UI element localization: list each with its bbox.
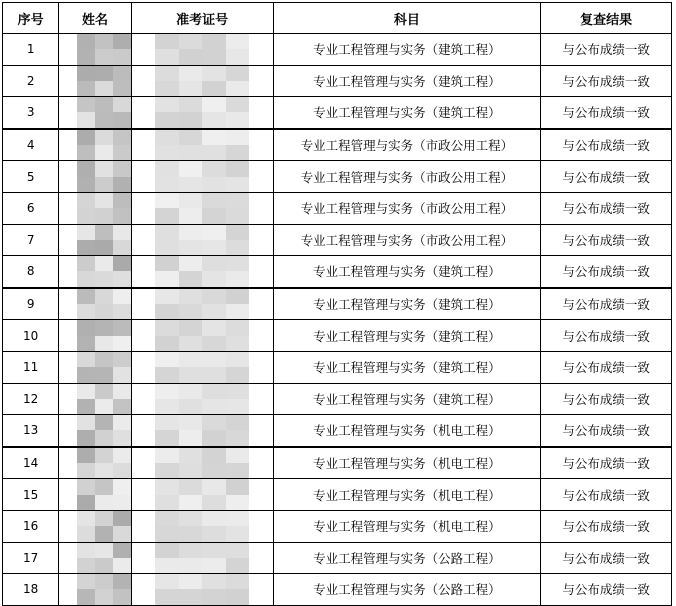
- cell-name-redacted: [59, 574, 131, 606]
- cell-name-redacted: [59, 510, 131, 542]
- cell-name-redacted: [59, 542, 131, 574]
- cell-result: 与公布成绩一致: [541, 256, 672, 288]
- redaction-mosaic: [59, 384, 130, 415]
- redaction-mosaic: [59, 511, 130, 542]
- table-row: [3, 34, 672, 66]
- cell-result: 与公布成绩一致: [541, 224, 672, 256]
- cell-result: 与公布成绩一致: [541, 129, 672, 161]
- cell-result: 与公布成绩一致: [541, 288, 672, 320]
- cell-seq: 10: [3, 320, 59, 352]
- table-row: [3, 542, 672, 574]
- cell-exam-no-redacted: [131, 320, 273, 352]
- cell-subject: 专业工程管理与实务（机电工程）: [273, 447, 541, 479]
- cell-exam-no-redacted: [131, 224, 273, 256]
- review-results-table: [2, 2, 672, 606]
- cell-subject: 专业工程管理与实务（建筑工程）: [273, 256, 541, 288]
- table-row: [3, 415, 672, 447]
- cell-exam-no-redacted: [131, 65, 273, 97]
- cell-subject: 专业工程管理与实务（建筑工程）: [273, 351, 541, 383]
- redaction-mosaic: [132, 34, 273, 65]
- redaction-mosaic: [132, 97, 273, 128]
- redaction-mosaic: [132, 574, 273, 605]
- redaction-mosaic: [132, 384, 273, 415]
- redaction-mosaic: [132, 543, 273, 574]
- cell-name-redacted: [59, 65, 131, 97]
- table-header-row: [3, 3, 672, 34]
- table-row: [3, 129, 672, 161]
- cell-name-redacted: [59, 288, 131, 320]
- cell-exam-no-redacted: [131, 383, 273, 415]
- cell-subject: 专业工程管理与实务（机电工程）: [273, 479, 541, 511]
- cell-result: 与公布成绩一致: [541, 320, 672, 352]
- cell-result: 与公布成绩一致: [541, 161, 672, 193]
- cell-seq: 9: [3, 288, 59, 320]
- redaction-mosaic: [59, 161, 130, 192]
- cell-subject: 专业工程管理与实务（机电工程）: [273, 415, 541, 447]
- table-row: [3, 447, 672, 479]
- redaction-mosaic: [132, 256, 273, 287]
- cell-result: 与公布成绩一致: [541, 479, 672, 511]
- redaction-mosaic: [59, 543, 130, 574]
- redaction-mosaic: [59, 448, 130, 479]
- redaction-mosaic: [132, 511, 273, 542]
- cell-exam-no-redacted: [131, 542, 273, 574]
- cell-exam-no-redacted: [131, 447, 273, 479]
- cell-exam-no-redacted: [131, 288, 273, 320]
- cell-name-redacted: [59, 256, 131, 288]
- cell-seq: 6: [3, 192, 59, 224]
- cell-result: 与公布成绩一致: [541, 34, 672, 66]
- redaction-mosaic: [132, 193, 273, 224]
- table-body: [3, 34, 672, 606]
- cell-subject: 专业工程管理与实务（建筑工程）: [273, 320, 541, 352]
- redaction-mosaic: [59, 479, 130, 510]
- redaction-mosaic: [59, 97, 130, 128]
- redaction-mosaic: [132, 479, 273, 510]
- table-row: [3, 574, 672, 606]
- redaction-mosaic: [59, 34, 130, 65]
- cell-seq: 2: [3, 65, 59, 97]
- cell-name-redacted: [59, 320, 131, 352]
- redaction-mosaic: [132, 130, 273, 161]
- cell-seq: 7: [3, 224, 59, 256]
- cell-exam-no-redacted: [131, 510, 273, 542]
- cell-result: 与公布成绩一致: [541, 415, 672, 447]
- redaction-mosaic: [59, 256, 130, 287]
- cell-result: 与公布成绩一致: [541, 510, 672, 542]
- table-row: [3, 224, 672, 256]
- table-row: [3, 256, 672, 288]
- cell-seq: 3: [3, 97, 59, 129]
- header-subject: 科目: [273, 3, 541, 34]
- cell-exam-no-redacted: [131, 34, 273, 66]
- cell-subject: 专业工程管理与实务（公路工程）: [273, 542, 541, 574]
- cell-exam-no-redacted: [131, 415, 273, 447]
- cell-name-redacted: [59, 161, 131, 193]
- cell-seq: 11: [3, 351, 59, 383]
- cell-subject: 专业工程管理与实务（市政公用工程）: [273, 161, 541, 193]
- cell-result: 与公布成绩一致: [541, 383, 672, 415]
- header-name: 姓名: [59, 3, 131, 34]
- cell-result: 与公布成绩一致: [541, 351, 672, 383]
- cell-exam-no-redacted: [131, 574, 273, 606]
- cell-seq: 12: [3, 383, 59, 415]
- redaction-mosaic: [132, 415, 273, 446]
- cell-result: 与公布成绩一致: [541, 65, 672, 97]
- table-row: [3, 97, 672, 129]
- cell-exam-no-redacted: [131, 479, 273, 511]
- cell-name-redacted: [59, 479, 131, 511]
- cell-name-redacted: [59, 97, 131, 129]
- cell-subject: 专业工程管理与实务（建筑工程）: [273, 383, 541, 415]
- cell-seq: 8: [3, 256, 59, 288]
- cell-seq: 13: [3, 415, 59, 447]
- cell-result: 与公布成绩一致: [541, 574, 672, 606]
- cell-seq: 14: [3, 447, 59, 479]
- cell-seq: 18: [3, 574, 59, 606]
- redaction-mosaic: [59, 415, 130, 446]
- cell-name-redacted: [59, 192, 131, 224]
- cell-exam-no-redacted: [131, 161, 273, 193]
- cell-seq: 1: [3, 34, 59, 66]
- cell-seq: 5: [3, 161, 59, 193]
- redaction-mosaic: [132, 161, 273, 192]
- header-exam-no: 准考证号: [131, 3, 273, 34]
- table-row: [3, 65, 672, 97]
- redaction-mosaic: [59, 320, 130, 351]
- redaction-mosaic: [132, 289, 273, 320]
- cell-name-redacted: [59, 447, 131, 479]
- redaction-mosaic: [59, 574, 130, 605]
- cell-subject: 专业工程管理与实务（公路工程）: [273, 574, 541, 606]
- header-result: 复查结果: [541, 3, 672, 34]
- cell-seq: 17: [3, 542, 59, 574]
- cell-seq: 16: [3, 510, 59, 542]
- cell-exam-no-redacted: [131, 192, 273, 224]
- redaction-mosaic: [132, 448, 273, 479]
- redaction-mosaic: [59, 225, 130, 256]
- redaction-mosaic: [132, 225, 273, 256]
- cell-result: 与公布成绩一致: [541, 192, 672, 224]
- table-row: [3, 192, 672, 224]
- cell-subject: 专业工程管理与实务（市政公用工程）: [273, 129, 541, 161]
- cell-name-redacted: [59, 224, 131, 256]
- redaction-mosaic: [59, 193, 130, 224]
- cell-subject: 专业工程管理与实务（建筑工程）: [273, 65, 541, 97]
- table-row: [3, 510, 672, 542]
- cell-exam-no-redacted: [131, 351, 273, 383]
- redaction-mosaic: [59, 66, 130, 97]
- cell-name-redacted: [59, 415, 131, 447]
- header-seq: 序号: [3, 3, 59, 34]
- cell-subject: 专业工程管理与实务（市政公用工程）: [273, 224, 541, 256]
- cell-result: 与公布成绩一致: [541, 97, 672, 129]
- table-row: [3, 383, 672, 415]
- cell-subject: 专业工程管理与实务（市政公用工程）: [273, 192, 541, 224]
- cell-subject: 专业工程管理与实务（机电工程）: [273, 510, 541, 542]
- cell-seq: 15: [3, 479, 59, 511]
- cell-exam-no-redacted: [131, 97, 273, 129]
- table-row: [3, 288, 672, 320]
- table-row: [3, 351, 672, 383]
- redaction-mosaic: [59, 352, 130, 383]
- cell-exam-no-redacted: [131, 256, 273, 288]
- table-row: [3, 161, 672, 193]
- cell-name-redacted: [59, 351, 131, 383]
- table-row: [3, 479, 672, 511]
- cell-subject: 专业工程管理与实务（建筑工程）: [273, 97, 541, 129]
- redaction-mosaic: [59, 130, 130, 161]
- redaction-mosaic: [132, 66, 273, 97]
- cell-name-redacted: [59, 129, 131, 161]
- cell-result: 与公布成绩一致: [541, 542, 672, 574]
- redaction-mosaic: [132, 352, 273, 383]
- redaction-mosaic: [59, 289, 130, 320]
- cell-subject: 专业工程管理与实务（建筑工程）: [273, 34, 541, 66]
- cell-result: 与公布成绩一致: [541, 447, 672, 479]
- cell-exam-no-redacted: [131, 129, 273, 161]
- redaction-mosaic: [132, 320, 273, 351]
- cell-name-redacted: [59, 34, 131, 66]
- cell-seq: 4: [3, 129, 59, 161]
- cell-subject: 专业工程管理与实务（建筑工程）: [273, 288, 541, 320]
- cell-name-redacted: [59, 383, 131, 415]
- table-row: [3, 320, 672, 352]
